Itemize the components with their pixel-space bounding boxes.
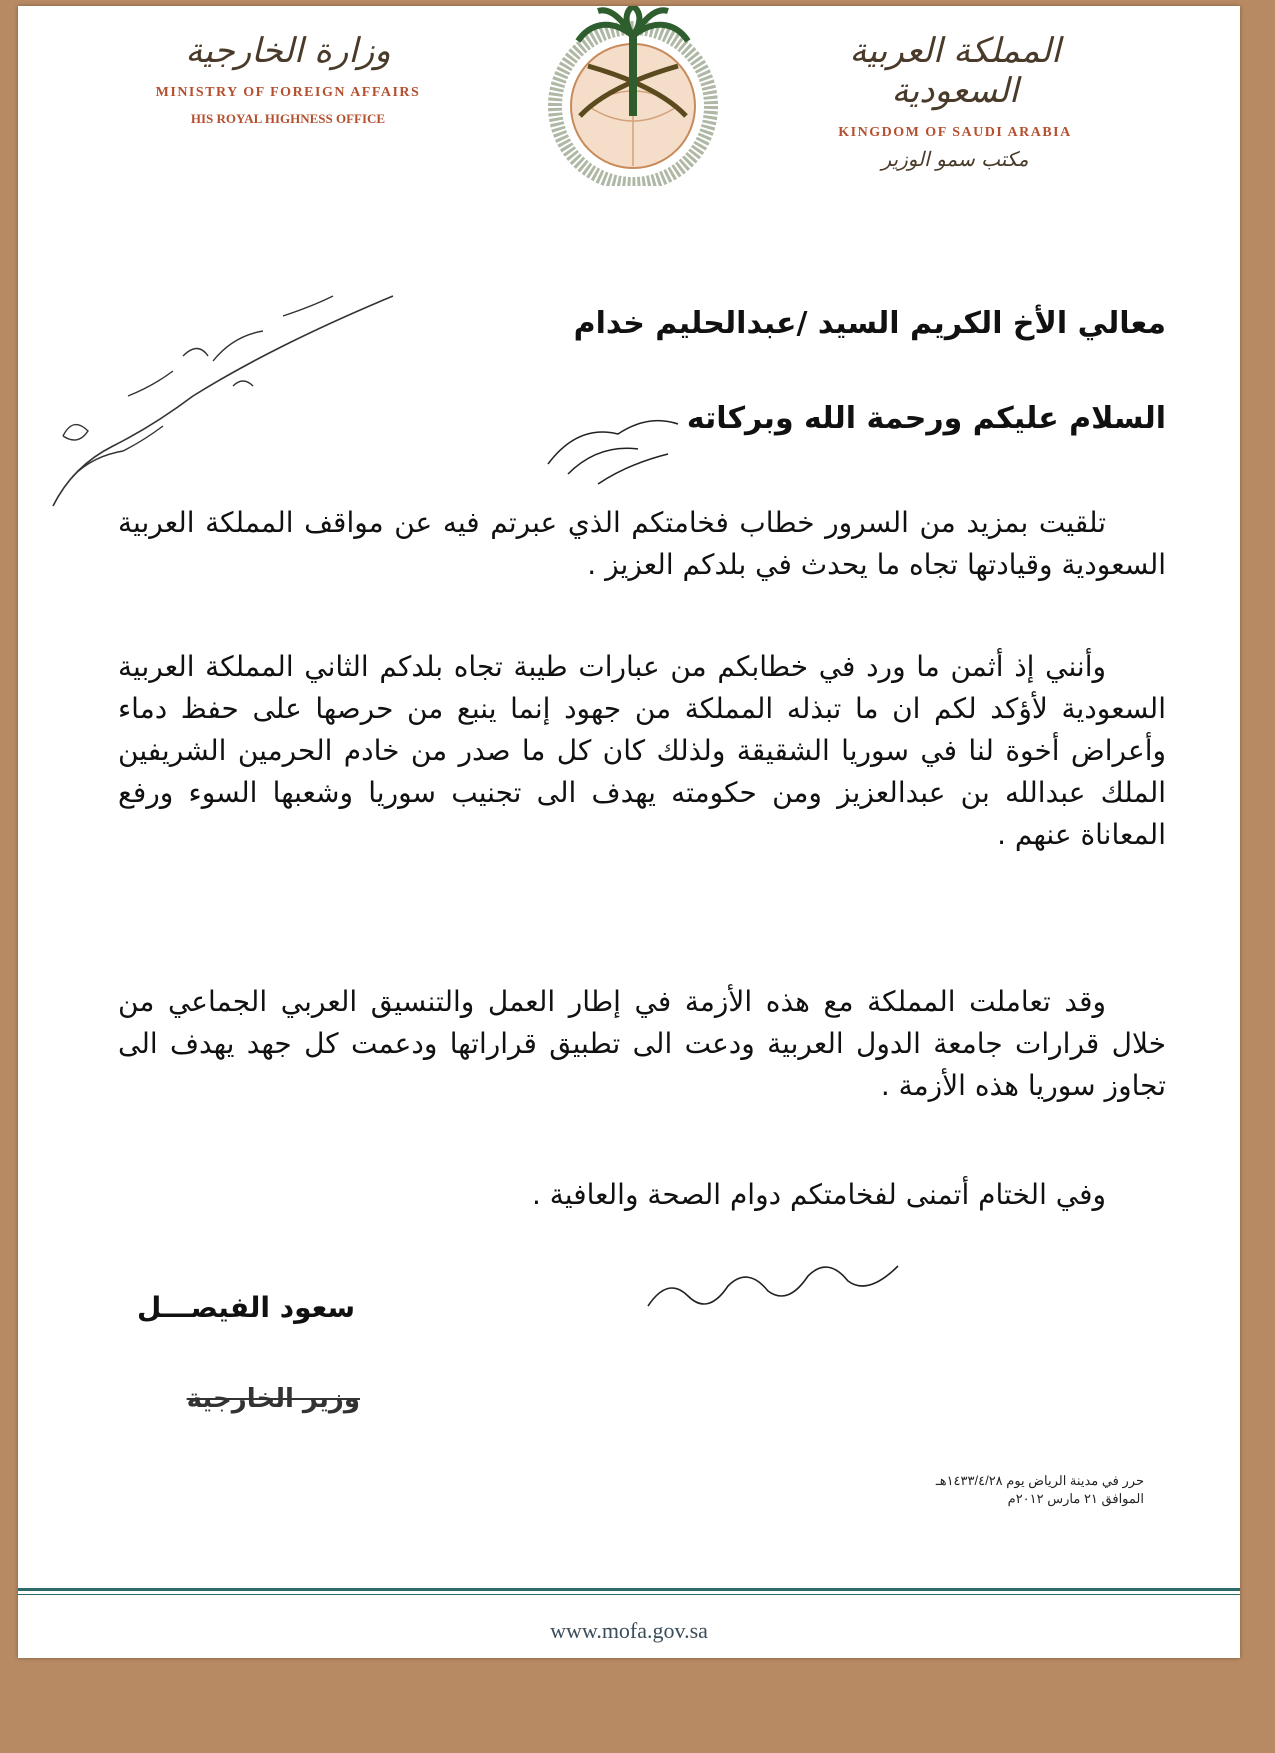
ministry-english-title: MINISTRY OF FOREIGN AFFAIRS [155, 85, 421, 100]
letter-page [18, 6, 1240, 1658]
dateline-gregorian: الموافق ٢١ مارس ٢٠١٢م [1007, 1491, 1144, 1506]
office-calligraphy: مكتب سمو الوزير [881, 147, 1029, 171]
signer-title: وزير الخارجية [186, 1384, 360, 1414]
footer-rule-thin [18, 1594, 1240, 1595]
paragraph-1-text: تلقيت بمزيد من السرور خطاب فخامتكم الذي عبرتم فيه عن مواقف المملكة العربية السعودية وقيادتها تجاه ما يحدث في بلدكم العزيز . [118, 506, 1166, 581]
paragraph-3 [118, 981, 1166, 1107]
paragraph-4-text: وفي الختام أتمنى لفخامتكم دوام الصحة والعافية . [531, 1178, 1106, 1211]
footer-rule [18, 1588, 1240, 1591]
kingdom-calligraphy: المملكة العربية السعودية [849, 31, 1061, 111]
salutation: معالي الأخ الكريم السيد /عبدالحليم خدام [573, 306, 1166, 341]
kingdom-english-title: KINGDOM OF SAUDI ARABIA [838, 125, 1072, 140]
paragraph-4 [118, 1174, 1166, 1216]
paragraph-1 [118, 502, 1166, 586]
signer-name: سعود الفيصـــل [137, 1291, 355, 1324]
handwritten-signature [638, 1236, 908, 1326]
footer-website: www.mofa.gov.sa [550, 1618, 708, 1643]
ministry-calligraphy: وزارة الخارجية [185, 31, 391, 71]
office-english-title: HIS ROYAL HIGHNESS OFFICE [190, 111, 386, 126]
saudi-emblem-icon [528, 6, 738, 186]
paragraph-3-text: وقد تعاملت المملكة مع هذه الأزمة في إطار العمل والتنسيق العربي الجماعي من خلال قرارات جامعة الدول العربية ودعت الى تطبيق قراراتها ودعمت كل جهد يهدف الى تجاوز سوريا هذه الأزمة . [118, 985, 1166, 1102]
paragraph-2 [118, 646, 1166, 856]
ministry-letterhead [138, 31, 438, 127]
paragraph-2-text: وأنني إذ أثمن ما ورد في خطابكم من عبارات طيبة تجاه بلدكم الثاني المملكة العربية السعودية لأؤكد لكم ان ما تبذله المملكة من جهود إنما ينبع من حرصها على حفظ دماء وأعراض أخوة لنا في سوريا الشقيقة ولذلك كان كل ما صدر من خادم الحرمين الشريفين الملك عبدالله بن عبدالعزيز ومن حكومته يهدف الى تجنيب سوريا وشعبها السوء ورفع المعاناة عنهم . [118, 650, 1166, 851]
dateline-hijri: حرر في مدينة الرياض يوم ١٤٣٣/٤/٢٨هـ [935, 1473, 1144, 1488]
kingdom-letterhead [790, 31, 1120, 171]
greeting: السلام عليكم ورحمة الله وبركاته [686, 401, 1166, 436]
dateline [936, 1472, 1144, 1508]
